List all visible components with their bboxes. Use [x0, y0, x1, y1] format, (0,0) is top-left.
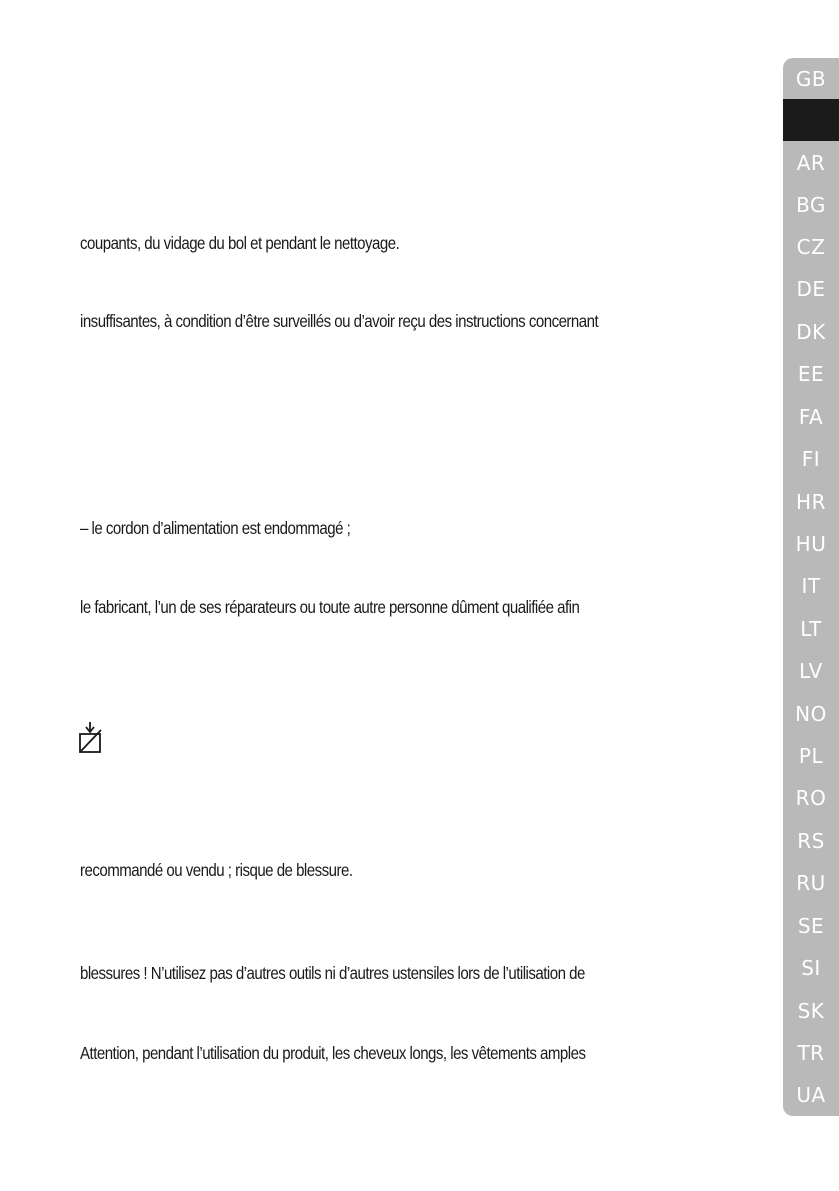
language-tab-pl[interactable]: PL [798, 744, 824, 768]
language-tab-lt[interactable]: LT [800, 617, 822, 641]
no-water-immersion-icon [78, 722, 104, 754]
language-tab-tr[interactable]: TR [797, 1041, 825, 1065]
text-line-3: – le cordon d’alimentation est endommagé ; [80, 518, 351, 538]
language-tab-fi[interactable]: FI [801, 447, 821, 471]
language-tab-de[interactable]: DE [796, 277, 826, 301]
language-tab-bg[interactable]: BG [796, 193, 826, 217]
language-tab-ru[interactable]: RU [796, 871, 826, 895]
language-tab-no[interactable]: NO [795, 702, 827, 726]
text-line-5: recommandé ou vendu ; risque de blessure. [80, 860, 353, 880]
language-tab-ee[interactable]: EE [797, 362, 825, 386]
language-tab-cz[interactable]: CZ [796, 235, 826, 259]
language-tab-fa[interactable]: FA [798, 405, 824, 429]
language-tab-ro[interactable]: RO [795, 786, 827, 810]
language-tab-active[interactable] [783, 99, 839, 141]
language-tab-hr[interactable]: HR [796, 490, 826, 514]
language-tab-sk[interactable]: SK [797, 999, 825, 1023]
language-tab-hu[interactable]: HU [795, 532, 827, 556]
language-tab-lv[interactable]: LV [799, 659, 823, 683]
text-line-1: coupants, du vidage du bol et pendant le nettoyage. [80, 233, 400, 253]
language-tab-ar[interactable]: AR [796, 151, 826, 175]
text-line-2: insuffisantes, à condition d’être surveillés ou d’avoir reçu des instructions concernant [80, 311, 599, 331]
language-tab-se[interactable]: SE [797, 914, 825, 938]
text-line-4: le fabricant, l’un de ses réparateurs ou toute autre personne dûment qualifiée afin [80, 597, 580, 617]
language-tab-ua[interactable]: UA [796, 1083, 826, 1107]
language-tab-si[interactable]: SI [801, 956, 821, 980]
text-line-6: blessures ! N’utilisez pas d’autres outils ni d’autres ustensiles lors de l’utilisation de [80, 963, 585, 983]
language-tab-gb[interactable]: GB [795, 67, 827, 91]
language-tab-dk[interactable]: DK [796, 320, 826, 344]
language-tab-rs[interactable]: RS [797, 829, 825, 853]
language-tab-it[interactable]: IT [801, 574, 821, 598]
language-tab-strip [783, 58, 839, 1116]
text-line-7: Attention, pendant l’utilisation du produit, les cheveux longs, les vêtements amples [80, 1043, 586, 1063]
